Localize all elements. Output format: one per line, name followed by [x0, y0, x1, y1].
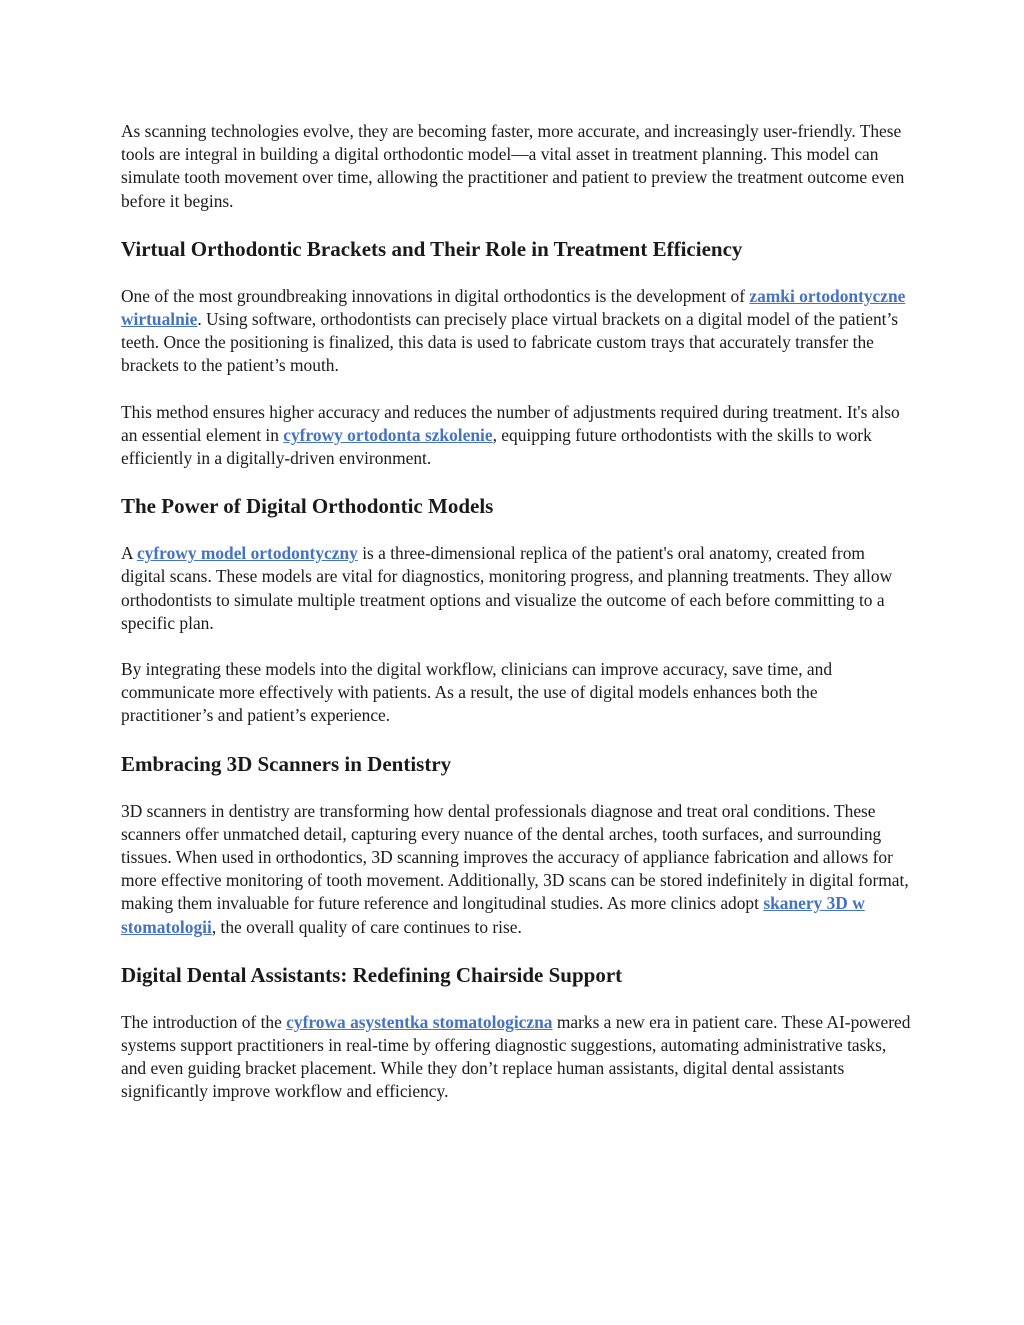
section-heading-3d-scanners: Embracing 3D Scanners in Dentistry [121, 751, 452, 776]
paragraph-text: , equipping future orthodontists with the skills to work efficiently in a digitally-driven environment. [121, 424, 872, 469]
paragraph-text: , the overall quality of care continues to rise. [211, 916, 522, 937]
virtual-brackets-paragraph-1 [121, 285, 911, 378]
paragraph-text: marks a new era in patient care. These AI-powered systems support practitioners in real-time by offering diagnostic suggestions, automating administrative tasks, and even guiding bracket placement. While they don’t replace human assistants, digital dental assistants significantly improve workflow and efficiency. [121, 1011, 911, 1102]
section-heading-digital-assistants: Digital Dental Assistants: Redefining Chairside Support [121, 962, 623, 987]
paragraph-text: One of the most groundbreaking innovations in digital orthodontics is the development of [121, 285, 750, 306]
digital-models-paragraph-1 [121, 542, 911, 635]
virtual-brackets-paragraph-2 [121, 401, 911, 471]
paragraph-text: This method ensures higher accuracy and reduces the number of adjustments required during treatment. It's also an essential element in [121, 401, 900, 445]
document-page [121, 120, 911, 1104]
digital-models-paragraph-2: By integrating these models into the digital workflow, clinicians can improve accuracy, save time, and communicate more effectively with patients. As a result, the use of digital models enhances both the practitioner’s and patient’s experience. [121, 659, 833, 726]
paragraph-text: . Using software, orthodontists can precisely place virtual brackets on a digital model of the patient’s teeth. Once the positioning is finalized, this data is used to fabricate custom trays that accurately transfer the brackets to the patient’s mouth. [121, 309, 899, 376]
cyfrowy-model-ortodontyczny-link[interactable]: cyfrowy model ortodontyczny [136, 543, 358, 564]
zamki-ortodontyczne-link[interactable]: zamki ortodontyczne wirtualnie [121, 285, 906, 330]
paragraph-text: The introduction of the [121, 1011, 287, 1032]
3d-scanners-paragraph [121, 800, 911, 939]
paragraph-text: A [121, 543, 137, 564]
cyfrowy-ortodonta-szkolenie-link[interactable]: cyfrowy ortodonta szkolenie [283, 424, 493, 445]
skanery-3d-link[interactable]: skanery 3D w stomatologii [121, 893, 865, 937]
section-heading-virtual-brackets: Virtual Orthodontic Brackets and Their Role in Treatment Efficiency [121, 236, 743, 261]
cyfrowa-asystentka-link[interactable]: cyfrowa asystentka stomatologiczna [286, 1011, 553, 1032]
digital-assistants-paragraph [121, 1011, 911, 1104]
section-heading-digital-models: The Power of Digital Orthodontic Models [121, 494, 494, 519]
paragraph-text: 3D scanners in dentistry are transforming how dental professionals diagnose and treat oral conditions. These scanners offer unmatched detail, capturing every nuance of the dental arches, tooth surfaces, and surrounding tissues. When used in orthodontics, 3D scanning improves the accuracy of appliance fabrication and allows for more effective monitoring of tooth movement. Additionally, 3D scans can be stored indefinitely in digital format, making them invaluable for future reference and longitudinal studies. As more clinics adopt [121, 800, 909, 914]
intro-paragraph: As scanning technologies evolve, they are becoming faster, more accurate, and increasingly user-friendly. These tools are integral in building a digital orthodontic model—a vital asset in treatment planning. This model can simulate tooth movement over time, allowing the practitioner and patient to preview the treatment outcome even before it begins. [121, 121, 905, 211]
paragraph-text: is a three-dimensional replica of the patient's oral anatomy, created from digital scans. These models are vital for diagnostics, monitoring progress, and planning treatments. They allow orthodontists to simulate multiple treatment options and visualize the outcome of each before committing to a specific plan. [121, 543, 893, 633]
